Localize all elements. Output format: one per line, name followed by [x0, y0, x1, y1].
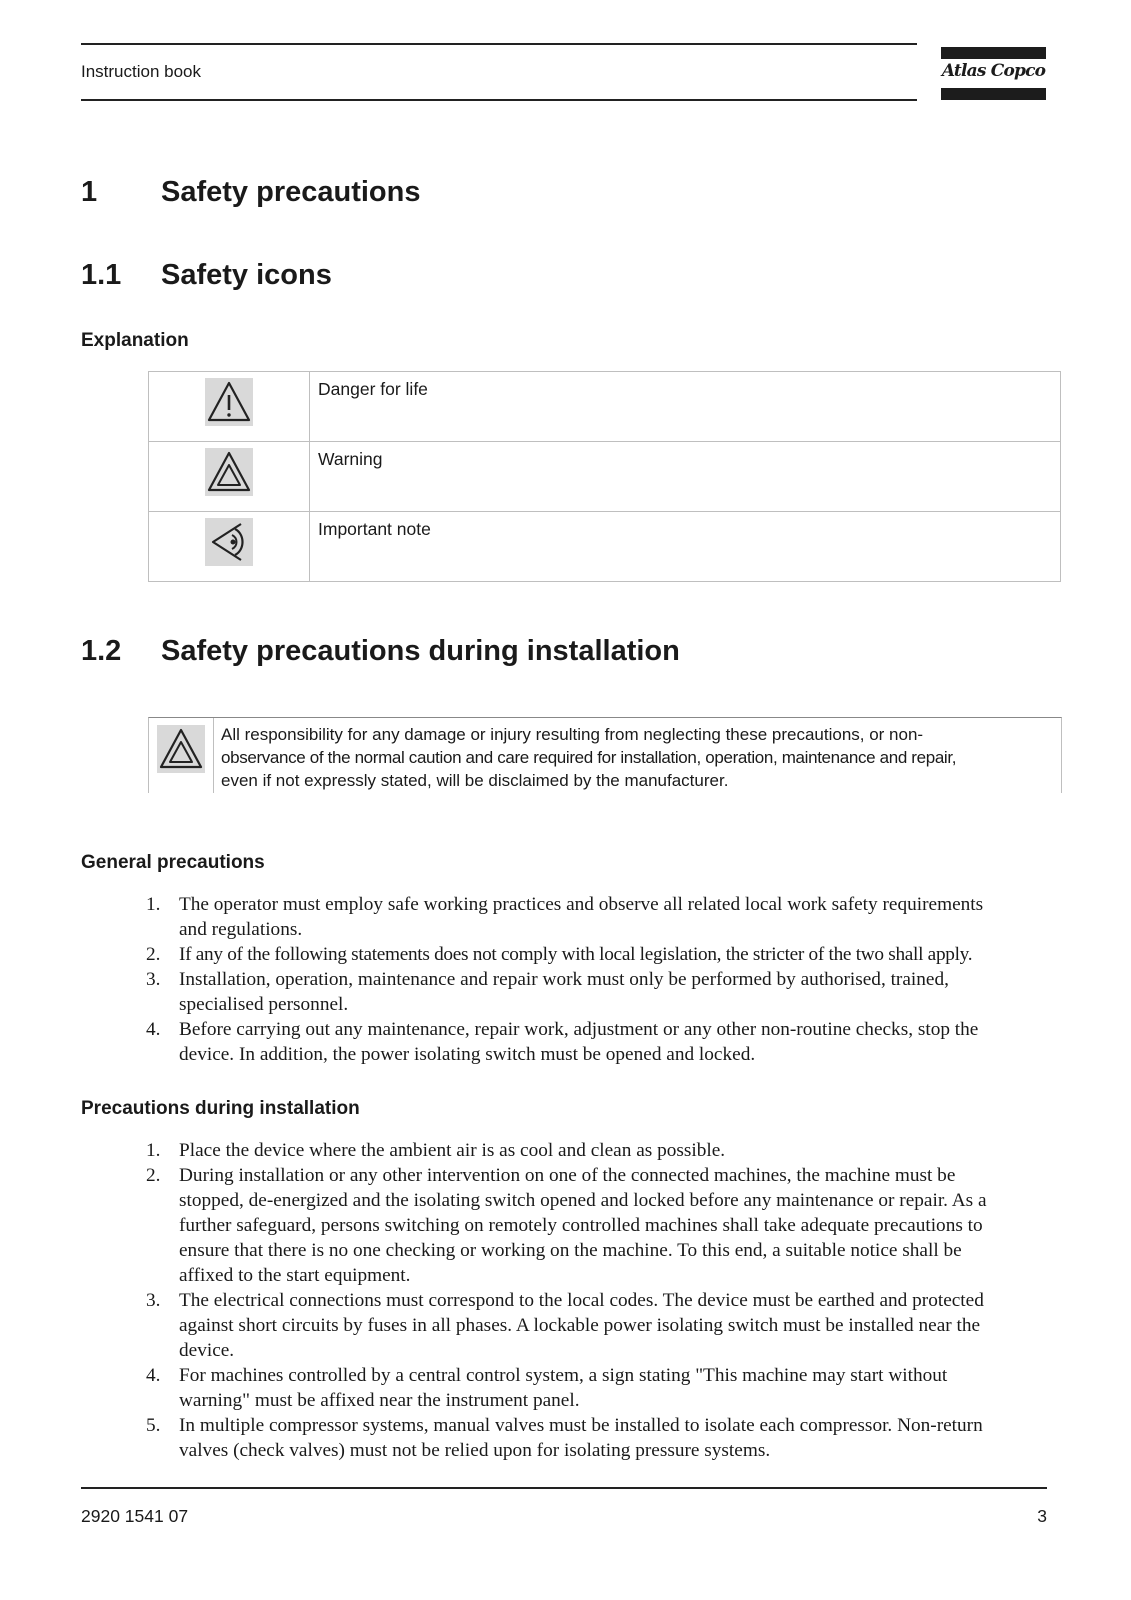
icon-cell	[149, 442, 310, 512]
notice-line: All responsibility for any damage or injury resulting from neglecting these precautions, or non-	[221, 725, 924, 744]
logo-text: Atlas Copco	[941, 61, 1046, 81]
table-row	[149, 442, 1061, 512]
list-item	[140, 1288, 1050, 1363]
list-item	[140, 1017, 1050, 1067]
danger-exclamation-triangle-icon	[205, 378, 253, 426]
list-item	[140, 1138, 1050, 1163]
section-number: 1.2	[81, 635, 122, 667]
installation-precautions-heading: Precautions during installation	[81, 1098, 360, 1119]
notice-text	[221, 723, 1061, 792]
item-line: affixed to the start equipment.	[179, 1265, 411, 1286]
item-line: Before carrying out any maintenance, repair work, adjustment or any other non-routine checks, stop the	[179, 1019, 979, 1040]
item-line: Place the device where the ambient air is as cool and clean as possible.	[179, 1140, 726, 1161]
footer-rule	[81, 1487, 1047, 1489]
safety-icons-table	[148, 371, 1061, 582]
icon-cell	[149, 372, 310, 442]
notice-line: even if not expressly stated, will be disclaimed by the manufacturer.	[221, 771, 729, 790]
notice-icon-cell	[149, 718, 214, 793]
header-bottom-rule	[81, 99, 917, 101]
item-number: 1.	[146, 1140, 161, 1161]
item-line: The electrical connections must correspond to the local codes. The device must be earthed and protected	[179, 1290, 984, 1311]
item-line: The operator must employ safe working practices and observe all related local work safety requirements	[179, 894, 984, 915]
section-number: 1	[81, 176, 98, 208]
item-line: device. In addition, the power isolating switch must be opened and locked.	[179, 1044, 756, 1065]
general-precautions-heading: General precautions	[81, 852, 265, 873]
eye-note-icon	[205, 518, 253, 566]
item-number: 4.	[146, 1365, 161, 1386]
section-title: Safety icons	[161, 259, 332, 291]
item-line: stopped, de-energized and the isolating switch opened and locked before any maintenance or repair. As a	[179, 1190, 987, 1211]
item-number: 2.	[146, 944, 161, 965]
logo-bottom-bar	[941, 88, 1046, 100]
icon-label: Important note	[310, 512, 1061, 582]
item-line: warning" must be affixed near the instrument panel.	[179, 1390, 580, 1411]
installation-precautions-list	[140, 1138, 1050, 1463]
notice-line: observance of the normal caution and care required for installation, operation, maintenance and repair,	[221, 748, 957, 767]
item-line: specialised personnel.	[179, 994, 349, 1015]
item-line: further safeguard, persons switching on remotely controlled machines shall take adequate precautions to	[179, 1215, 983, 1236]
warning-triangle-icon	[157, 725, 205, 773]
document-type-label: Instruction book	[81, 62, 202, 81]
list-item	[140, 942, 1050, 967]
section-title: Safety precautions	[161, 176, 421, 208]
item-line: against short circuits by fuses in all phases. A lockable power isolating switch must be installed near the	[179, 1315, 981, 1336]
table-row	[149, 372, 1061, 442]
liability-notice-box	[148, 717, 1062, 793]
table-row	[149, 512, 1061, 582]
item-number: 2.	[146, 1165, 161, 1186]
warning-triangle-icon	[205, 448, 253, 496]
header-top-rule	[81, 43, 917, 45]
icon-label: Danger for life	[310, 372, 1061, 442]
list-item	[140, 1363, 1050, 1413]
icon-label: Warning	[310, 442, 1061, 512]
section-number: 1.1	[81, 259, 122, 291]
section-title: Safety precautions during installation	[161, 635, 680, 667]
item-line: If any of the following statements does not comply with local legislation, the stricter of the two shall apply.	[179, 944, 973, 965]
document-number: 2920 1541 07	[81, 1506, 189, 1526]
list-item	[140, 1163, 1050, 1288]
explanation-subheading: Explanation	[81, 330, 189, 351]
atlas-copco-logo	[941, 47, 1046, 100]
page-number: 3	[1037, 1506, 1047, 1526]
item-line: In multiple compressor systems, manual valves must be installed to isolate each compressor. Non-return	[179, 1415, 983, 1436]
list-item	[140, 892, 1050, 942]
item-line: Installation, operation, maintenance and repair work must only be performed by authorised, trained,	[179, 969, 949, 990]
item-line: and regulations.	[179, 919, 303, 940]
item-line: device.	[179, 1340, 235, 1361]
list-item	[140, 1413, 1050, 1463]
general-precautions-list	[140, 892, 1050, 1067]
item-number: 1.	[146, 894, 161, 915]
item-line: For machines controlled by a central control system, a sign stating "This machine may start without	[179, 1365, 948, 1386]
item-line: ensure that there is no one checking or working on the machine. To this end, a suitable notice shall be	[179, 1240, 962, 1261]
list-item	[140, 967, 1050, 1017]
item-line: valves (check valves) must not be relied upon for isolating pressure systems.	[179, 1440, 771, 1461]
logo-top-bar	[941, 47, 1046, 59]
item-number: 5.	[146, 1415, 161, 1436]
item-line: During installation or any other intervention on one of the connected machines, the machine must be	[179, 1165, 956, 1186]
item-number: 4.	[146, 1019, 161, 1040]
item-number: 3.	[146, 969, 161, 990]
item-number: 3.	[146, 1290, 161, 1311]
icon-cell	[149, 512, 310, 582]
